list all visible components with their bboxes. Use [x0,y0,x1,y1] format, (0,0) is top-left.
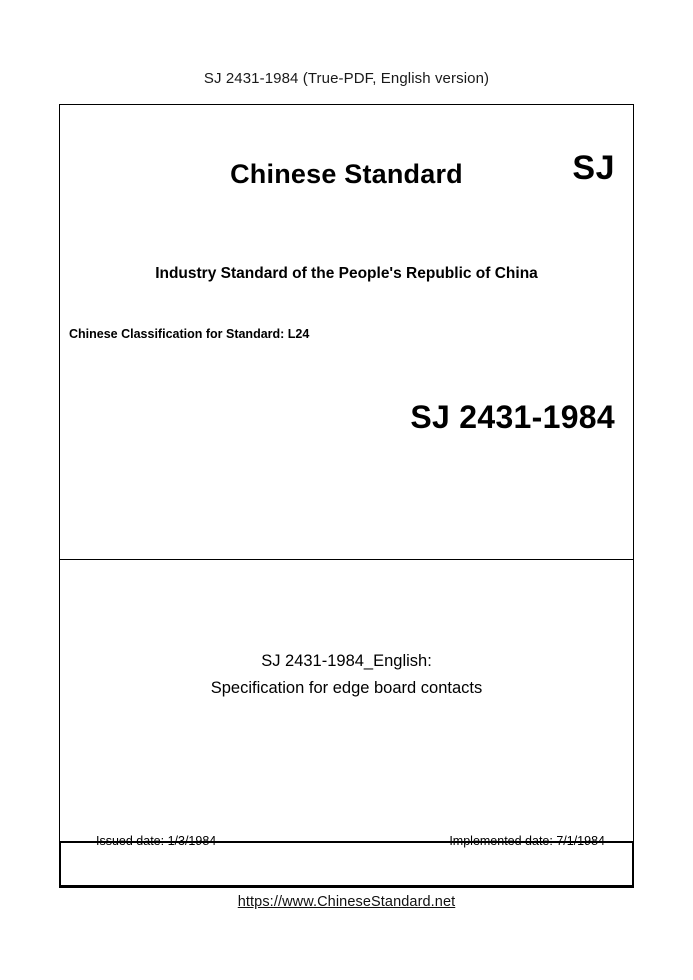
issuer-box [59,841,634,887]
page-caption: SJ 2431-1984 (True-PDF, English version) [203,70,490,87]
document-title-line-1: SJ 2431-1984_English: [261,652,432,670]
issued-date: Issued date: 1/3/1984 [96,834,217,848]
sj-logo-mark: SJ [572,149,615,187]
cover-lower-section [60,560,633,887]
industry-standard-line: Industry Standard of the People's Republic of China [155,265,538,282]
cover-upper-section [60,105,633,560]
document-title-line-2: Specification for edge board contacts [210,679,483,697]
implemented-date: Implemented date: 7/1/1984 [449,834,605,848]
classification-code: Chinese Classification for Standard: L24 [69,327,310,341]
standard-number: SJ 2431-1984 [410,399,615,435]
page-title: Chinese Standard [230,159,463,189]
document-title [60,648,633,702]
footer-website-link[interactable]: https://www.ChineseStandard.net [237,894,456,910]
cover-frame [59,104,634,888]
